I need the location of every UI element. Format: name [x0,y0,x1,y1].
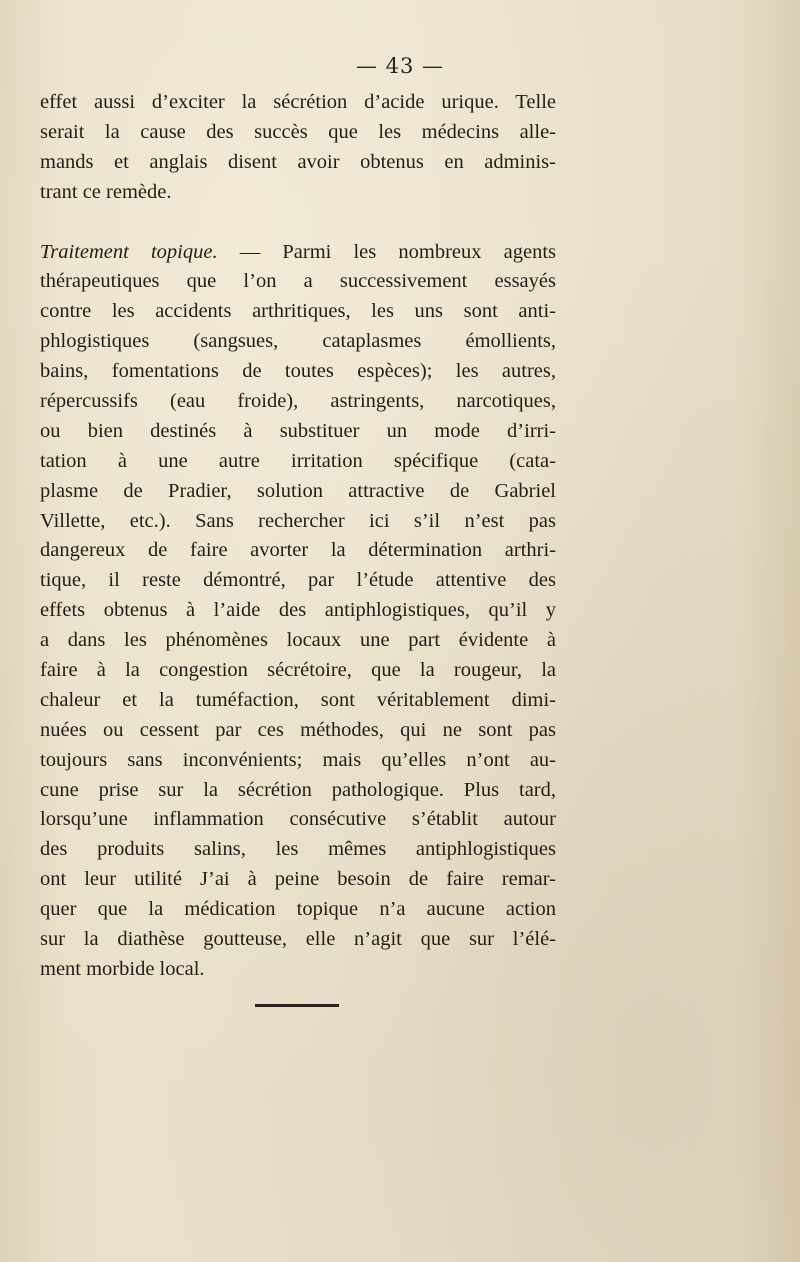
paragraph-1 [40,88,556,208]
text-line: tation à une autre irritation spécifique (cata- [40,449,556,472]
page-number: — 43 — [355,54,445,78]
text-line: ont leur utilité J’ai à peine besoin de faire remar- [40,868,556,891]
text-line: nuées ou cessent par ces méthodes, qui ne sont pas [40,718,556,741]
text-line: serait la cause des succès que les médecins alle- [40,120,556,143]
text-line: Villette, etc.). Sans rechercher ici s’il n’est pas [40,509,556,532]
text-line: dangereux de faire avorter la détermination arthri- [40,539,556,562]
text-line: lorsqu’une inflammation consécutive s’établit autour [40,808,556,831]
text-line: toujours sans inconvénients; mais qu’elles n’ont au- [40,748,556,771]
text-line: effet aussi d’exciter la sécrétion d’acide urique. Telle [40,91,556,113]
text-line: des produits salins, les mêmes antiphlogistiques [40,838,556,861]
text-line: quer que la médication topique n’a aucune action [40,898,556,921]
text-line [40,238,556,268]
text-line: trant ce remède. [40,180,172,203]
text-line: ou bien destinés à substituer un mode d’irri- [40,419,556,442]
text-line: contre les accidents arthritiques, les uns sont anti- [40,300,556,323]
heading-continuation: — Parmi les nombreux agents [217,240,557,263]
text-line: ment morbide local. [40,957,205,980]
text-line: répercussifs (eau froide), astringents, narcotiques, [40,390,556,413]
text-line: a dans les phénomènes locaux une part évidente à [40,629,556,652]
text-line: bains, fomentations de toutes espèces); les autres, [40,360,556,383]
paragraph-2 [40,238,556,985]
text-line: thérapeutiques que l’on a successivement essayés [40,270,556,293]
body-text [40,88,556,985]
text-line: cune prise sur la sécrétion pathologique. Plus tard, [40,778,556,801]
section-heading: Traitement topique. [40,240,218,263]
text-line: faire à la congestion sécrétoire, que la rougeur, la [40,659,556,682]
text-line: chaleur et la tuméfaction, sont véritablement dimi- [40,688,556,711]
text-line: mands et anglais disent avoir obtenus en adminis- [40,150,556,173]
paragraph-spacer [40,208,556,238]
text-line: effets obtenus à l’aide des antiphlogistiques, qu’il y [40,599,556,622]
text-line: tique, il reste démontré, par l’étude attentive des [40,569,556,592]
section-end-rule [255,1004,339,1007]
text-line: phlogistiques (sangsues, cataplasmes émollients, [40,330,556,353]
text-line: plasme de Pradier, solution attractive de Gabriel [40,479,556,502]
text-line: sur la diathèse goutteuse, elle n’agit que sur l’élé- [40,928,556,951]
